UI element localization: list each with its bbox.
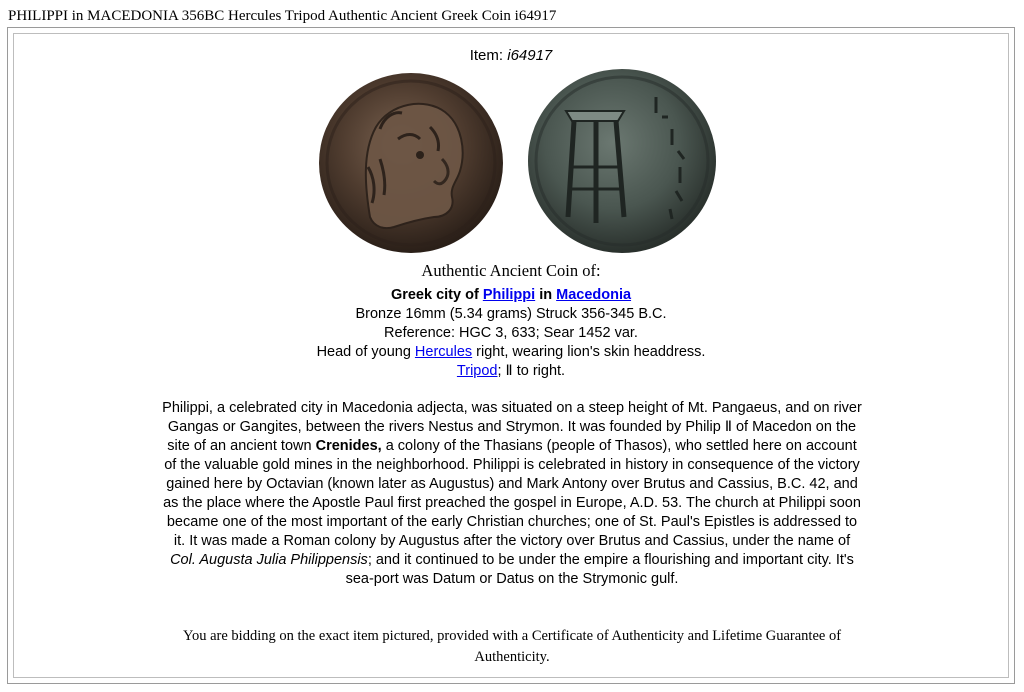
- coin-photo: [310, 67, 722, 257]
- item-number-line: [14, 47, 1008, 65]
- hercules-link[interactable]: Hercules: [414, 344, 473, 360]
- page-title: PHILIPPI in MACEDONIA 356BC Hercules Tripod Authentic Ancient Greek Coin i64917: [8, 8, 557, 24]
- coin-heading: Authentic Ancient Coin of:: [421, 261, 601, 280]
- obverse-suffix: right, wearing lion's skin headdress.: [476, 344, 706, 360]
- reverse-suffix: ; Ⅱ to right.: [497, 363, 566, 379]
- obverse-line: [14, 343, 1008, 362]
- tripod-link[interactable]: Tripod: [456, 363, 498, 379]
- macedonia-link[interactable]: Macedonia: [556, 287, 632, 303]
- authenticity-note: You are bidding on the exact item pictured, provided with a Certificate of Authenticity and Lifetime Guarantee of Authenticity.: [182, 628, 842, 665]
- city-mid: in: [539, 287, 553, 303]
- coin-description: [14, 286, 1008, 381]
- obverse-coin: [319, 73, 503, 253]
- history-text-3: ; and it continued to be under the empire a flourishing and important city. It's sea-port was Datum or Datus on the Strymonic gulf.: [345, 552, 854, 587]
- reverse-coin: [528, 69, 716, 253]
- philippi-link[interactable]: Philippi: [482, 287, 536, 303]
- history-text-2: a colony of the Thasians (people of Thasos), who settled here on account of the valuable gold mines in the neighborhood. Philippi is celebrated in history in consequence of the victory gained here by Octavian (known later as Augustus) and Mark Antony over Brutus and Cassius, B.C. 42, and as the place where the Apostle Paul first preached the gospel in Europe, A.D. 53. The church at Philippi soon became one of the most important of the early Christian churches; one of St. Paul's Epistles is addressed to it. It was made a Roman colony by Augustus after the victory over Brutus and Cassius, under the name of: [163, 438, 861, 549]
- city-prefix: Greek city of: [390, 287, 479, 303]
- reverse-line: [14, 362, 1008, 381]
- item-number: i64917: [507, 47, 553, 64]
- history-paragraph: [162, 399, 862, 589]
- coin-specs: Bronze 16mm (5.34 grams) Struck 356-345 B.C.: [355, 306, 667, 322]
- coin-reference: Reference: HGC 3, 633; Sear 1452 var.: [384, 325, 638, 341]
- obverse-prefix: Head of young: [316, 344, 411, 360]
- history-bold: Crenides,: [315, 438, 382, 454]
- history-italic: Col. Augusta Julia Philippensis: [170, 552, 368, 568]
- item-label: Item:: [469, 47, 504, 64]
- history-text-1: Philippi, a celebrated city in Macedonia adjecta, was situated on a steep height of Mt. Pangaeus, and on river Gangas or Gangites, between the rivers Nestus and Strymon. It was founded by Philip Ⅱ of Macedon on the site of an ancient town: [162, 400, 862, 454]
- city-line: [14, 286, 1008, 305]
